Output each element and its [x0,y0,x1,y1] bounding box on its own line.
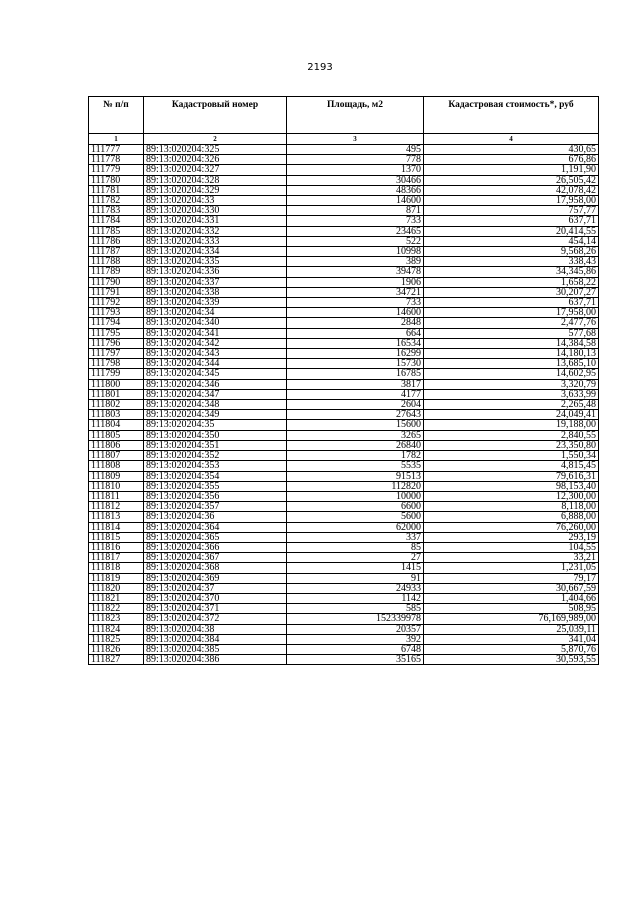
table-row [89,522,599,532]
cadastral-number: 89:13:020204:38 [144,624,287,634]
row-number: 111783 [89,206,144,216]
area-value: 495 [287,145,424,155]
row-number: 111806 [89,440,144,450]
cost-value: 42,078,42 [424,185,599,195]
cost-value: 13,685,10 [424,359,599,369]
table-row [89,216,599,226]
row-number: 111814 [89,522,144,532]
cadastral-number: 89:13:020204:326 [144,155,287,165]
cost-value: 1,658,22 [424,277,599,287]
row-number: 111824 [89,624,144,634]
row-number: 111794 [89,318,144,328]
area-value: 6600 [287,502,424,512]
cadastral-number: 89:13:020204:37 [144,583,287,593]
table-row [89,461,599,471]
cadastral-number: 89:13:020204:347 [144,389,287,399]
cost-value: 1,404,66 [424,593,599,603]
cadastral-number: 89:13:020204:364 [144,522,287,532]
area-value: 6748 [287,644,424,654]
area-value: 16534 [287,338,424,348]
row-number: 111825 [89,634,144,644]
table-row [89,430,599,440]
cadastral-number: 89:13:020204:325 [144,145,287,155]
cost-value: 1,231,05 [424,563,599,573]
cadastral-number: 89:13:020204:355 [144,481,287,491]
header-area: Площадь, м2 [287,97,424,134]
cost-value: 341,04 [424,634,599,644]
area-value: 1370 [287,165,424,175]
area-value: 1906 [287,277,424,287]
table-row [89,359,599,369]
cost-value: 454,14 [424,236,599,246]
table-row [89,502,599,512]
cadastral-number: 89:13:020204:366 [144,542,287,552]
cost-value: 14,180,13 [424,349,599,359]
cadastral-number: 89:13:020204:384 [144,634,287,644]
column-number-row [89,134,599,145]
row-number: 111779 [89,165,144,175]
table-row [89,349,599,359]
cadastral-number: 89:13:020204:34 [144,308,287,318]
row-number: 111791 [89,287,144,297]
area-value: 112820 [287,481,424,491]
area-value: 34721 [287,287,424,297]
row-number: 111798 [89,359,144,369]
area-value: 35165 [287,655,424,665]
row-number: 111816 [89,542,144,552]
cost-value: 14,384,58 [424,338,599,348]
cost-value: 5,870,76 [424,644,599,654]
row-number: 111799 [89,369,144,379]
table-row [89,247,599,257]
table-row [89,287,599,297]
area-value: 3817 [287,379,424,389]
area-value: 585 [287,604,424,614]
cadastral-number: 89:13:020204:327 [144,165,287,175]
cost-value: 17,958,00 [424,308,599,318]
cost-value: 76,260,00 [424,522,599,532]
cadastral-number: 89:13:020204:348 [144,400,287,410]
row-number: 111808 [89,461,144,471]
table-row [89,175,599,185]
cadastral-number: 89:13:020204:371 [144,604,287,614]
table-row [89,400,599,410]
cost-value: 637,71 [424,216,599,226]
cost-value: 8,118,00 [424,502,599,512]
row-number: 111781 [89,185,144,195]
cost-value: 23,350,80 [424,440,599,450]
table-row [89,542,599,552]
area-value: 871 [287,206,424,216]
area-value: 27643 [287,410,424,420]
area-value: 1415 [287,563,424,573]
row-number: 111819 [89,573,144,583]
row-number: 111818 [89,563,144,573]
cadastral-number: 89:13:020204:350 [144,430,287,440]
cost-value: 30,207,27 [424,287,599,297]
cost-value: 2,840,55 [424,430,599,440]
row-number: 111812 [89,502,144,512]
cadastral-number: 89:13:020204:349 [144,410,287,420]
row-number: 111826 [89,644,144,654]
cadastral-number: 89:13:020204:370 [144,593,287,603]
row-number: 111813 [89,512,144,522]
table-row [89,471,599,481]
table-row [89,206,599,216]
cadastral-number: 89:13:020204:354 [144,471,287,481]
table-row [89,338,599,348]
table-row [89,451,599,461]
cost-value: 9,568,26 [424,247,599,257]
cadastral-number: 89:13:020204:367 [144,553,287,563]
area-value: 778 [287,155,424,165]
cost-value: 3,633,99 [424,389,599,399]
table-row [89,389,599,399]
cost-value: 34,345,86 [424,267,599,277]
area-value: 62000 [287,522,424,532]
cost-value: 508,95 [424,604,599,614]
cadastral-number: 89:13:020204:385 [144,644,287,654]
cadastral-number: 89:13:020204:365 [144,532,287,542]
cost-value: 757,77 [424,206,599,216]
table-row [89,512,599,522]
cadastral-number: 89:13:020204:345 [144,369,287,379]
area-value: 389 [287,257,424,267]
column-number-3: 3 [287,134,424,145]
cost-value: 25,039,11 [424,624,599,634]
cost-value: 30,593,55 [424,655,599,665]
cadastral-number: 89:13:020204:346 [144,379,287,389]
cadastral-number: 89:13:020204:335 [144,257,287,267]
area-value: 15600 [287,420,424,430]
cadastral-number: 89:13:020204:33 [144,196,287,206]
cadastral-number: 89:13:020204:334 [144,247,287,257]
cadastral-number: 89:13:020204:352 [144,451,287,461]
cadastral-number: 89:13:020204:36 [144,512,287,522]
table-row [89,196,599,206]
row-number: 111792 [89,298,144,308]
cadastral-number: 89:13:020204:330 [144,206,287,216]
area-value: 14600 [287,308,424,318]
column-number-1: 1 [89,134,144,145]
row-number: 111786 [89,236,144,246]
cost-value: 2,477,76 [424,318,599,328]
area-value: 24933 [287,583,424,593]
cadastral-table [88,96,599,665]
table-row [89,410,599,420]
table-row [89,644,599,654]
cost-value: 76,169,989,00 [424,614,599,624]
area-value: 5600 [287,512,424,522]
row-number: 111790 [89,277,144,287]
area-value: 522 [287,236,424,246]
area-value: 20357 [287,624,424,634]
cadastral-number: 89:13:020204:341 [144,328,287,338]
row-number: 111823 [89,614,144,624]
cadastral-number: 89:13:020204:351 [144,440,287,450]
table-row [89,491,599,501]
table-row [89,604,599,614]
cost-value: 2,265,48 [424,400,599,410]
row-number: 111784 [89,216,144,226]
table-row [89,277,599,287]
table-row [89,369,599,379]
table-row [89,298,599,308]
table-row [89,267,599,277]
cost-value: 30,667,59 [424,583,599,593]
cost-value: 19,188,00 [424,420,599,430]
cost-value: 293,19 [424,532,599,542]
cost-value: 98,153,40 [424,481,599,491]
column-number-2: 2 [144,134,287,145]
table-row [89,481,599,491]
table-row [89,420,599,430]
cadastral-number: 89:13:020204:336 [144,267,287,277]
table-row [89,379,599,389]
area-value: 1142 [287,593,424,603]
cost-value: 12,300,00 [424,491,599,501]
row-number: 111811 [89,491,144,501]
area-value: 10998 [287,247,424,257]
cost-value: 1,550,34 [424,451,599,461]
cadastral-number: 89:13:020204:339 [144,298,287,308]
area-value: 39478 [287,267,424,277]
area-value: 392 [287,634,424,644]
area-value: 85 [287,542,424,552]
row-number: 111805 [89,430,144,440]
cost-value: 20,414,55 [424,226,599,236]
row-number: 111778 [89,155,144,165]
cost-value: 3,320,79 [424,379,599,389]
cadastral-number: 89:13:020204:357 [144,502,287,512]
area-value: 48366 [287,185,424,195]
table-row [89,236,599,246]
row-number: 111785 [89,226,144,236]
row-number: 111787 [89,247,144,257]
header-cadastral-cost: Кадастровая стоимость*, руб [424,97,599,134]
cost-value: 637,71 [424,298,599,308]
cost-value: 33,21 [424,553,599,563]
cadastral-number: 89:13:020204:337 [144,277,287,287]
area-value: 14600 [287,196,424,206]
table-row [89,226,599,236]
table-row [89,624,599,634]
area-value: 2604 [287,400,424,410]
area-value: 4177 [287,389,424,399]
row-number: 111807 [89,451,144,461]
cadastral-number: 89:13:020204:368 [144,563,287,573]
area-value: 733 [287,298,424,308]
table-body [89,145,599,665]
area-value: 1782 [287,451,424,461]
row-number: 111782 [89,196,144,206]
table-row [89,563,599,573]
cost-value: 430,65 [424,145,599,155]
cost-value: 577,68 [424,328,599,338]
table-row [89,553,599,563]
cadastral-number: 89:13:020204:35 [144,420,287,430]
area-value: 10000 [287,491,424,501]
cadastral-number: 89:13:020204:386 [144,655,287,665]
table-row [89,155,599,165]
row-number: 111804 [89,420,144,430]
area-value: 3265 [287,430,424,440]
row-number: 111788 [89,257,144,267]
table-row [89,318,599,328]
header-number: № п/п [89,97,144,134]
page-number: 2193 [307,62,333,73]
area-value: 337 [287,532,424,542]
cost-value: 26,505,42 [424,175,599,185]
row-number: 111820 [89,583,144,593]
area-value: 16299 [287,349,424,359]
row-number: 111793 [89,308,144,318]
area-value: 91 [287,573,424,583]
cadastral-number: 89:13:020204:344 [144,359,287,369]
row-number: 111822 [89,604,144,614]
area-value: 26840 [287,440,424,450]
area-value: 16785 [287,369,424,379]
row-number: 111815 [89,532,144,542]
table-row [89,583,599,593]
table-row [89,614,599,624]
cost-value: 17,958,00 [424,196,599,206]
area-value: 733 [287,216,424,226]
area-value: 5535 [287,461,424,471]
row-number: 111827 [89,655,144,665]
cadastral-number: 89:13:020204:331 [144,216,287,226]
area-value: 23465 [287,226,424,236]
cost-value: 104,55 [424,542,599,552]
table-row [89,308,599,318]
cost-value: 24,049,41 [424,410,599,420]
cadastral-number: 89:13:020204:343 [144,349,287,359]
table-row [89,185,599,195]
area-value: 27 [287,553,424,563]
table-row [89,655,599,665]
cadastral-number: 89:13:020204:332 [144,226,287,236]
table-row [89,257,599,267]
column-number-4: 4 [424,134,599,145]
cost-value: 676,86 [424,155,599,165]
cost-value: 79,616,31 [424,471,599,481]
row-number: 111795 [89,328,144,338]
cost-value: 338,43 [424,257,599,267]
cadastral-number: 89:13:020204:369 [144,573,287,583]
row-number: 111789 [89,267,144,277]
cadastral-number: 89:13:020204:372 [144,614,287,624]
cost-value: 79,17 [424,573,599,583]
row-number: 111821 [89,593,144,603]
cost-value: 1,191,90 [424,165,599,175]
table-row [89,593,599,603]
row-number: 111802 [89,400,144,410]
row-number: 111780 [89,175,144,185]
cadastral-number: 89:13:020204:329 [144,185,287,195]
area-value: 91513 [287,471,424,481]
row-number: 111803 [89,410,144,420]
area-value: 2848 [287,318,424,328]
table-row [89,440,599,450]
table-row [89,328,599,338]
cadastral-number: 89:13:020204:356 [144,491,287,501]
row-number: 111809 [89,471,144,481]
cadastral-number: 89:13:020204:328 [144,175,287,185]
cost-value: 14,602,95 [424,369,599,379]
cadastral-number: 89:13:020204:333 [144,236,287,246]
cadastral-number: 89:13:020204:338 [144,287,287,297]
header-cadastral-number: Кадастровый номер [144,97,287,134]
row-number: 111796 [89,338,144,348]
row-number: 111810 [89,481,144,491]
cadastral-number: 89:13:020204:340 [144,318,287,328]
table-row [89,165,599,175]
table-row [89,634,599,644]
area-value: 15730 [287,359,424,369]
area-value: 152339978 [287,614,424,624]
row-number: 111800 [89,379,144,389]
cadastral-number: 89:13:020204:353 [144,461,287,471]
cadastral-number: 89:13:020204:342 [144,338,287,348]
table-row [89,573,599,583]
area-value: 664 [287,328,424,338]
row-number: 111817 [89,553,144,563]
row-number: 111801 [89,389,144,399]
cost-value: 6,888,00 [424,512,599,522]
row-number: 111777 [89,145,144,155]
area-value: 30466 [287,175,424,185]
row-number: 111797 [89,349,144,359]
cost-value: 4,815,45 [424,461,599,471]
table-row [89,145,599,155]
table-row [89,532,599,542]
header-row [89,97,599,134]
